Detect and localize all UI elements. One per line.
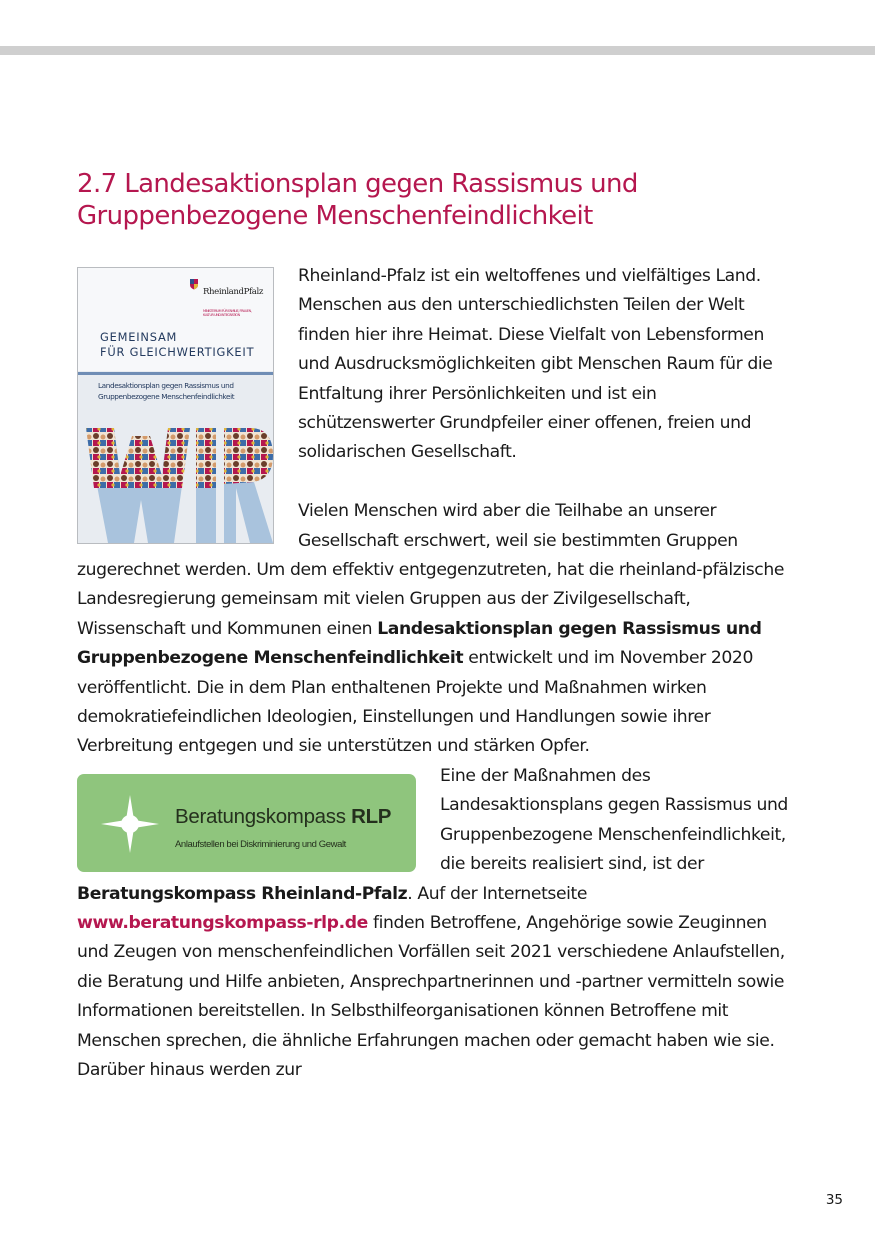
banner-subtitle: Anlaufstellen bei Diskriminierung und Gewalt [175, 838, 346, 850]
header-bar [0, 46, 875, 55]
sparkle-star-icon [99, 793, 161, 855]
brochure-cover-image [77, 267, 274, 544]
beratungskompass-banner [77, 774, 416, 872]
cover-subtitle-line: Landesaktionsplan gegen Rassismus und [98, 381, 234, 390]
paragraph-text: Vielen Menschen wird aber die Teilhabe an unserer Gesellschaft erschwert, weil sie bestimmten Gruppen zugerechnet werden. Um dem effektiv entgegenzutreten, hat die rheinland-pfälzische Landesregierung gemeinsam mit vielen Gruppen aus der Zivilgesellschaft, Wissenschaft und Kommunen einen [77, 501, 785, 639]
cover-title [100, 330, 254, 360]
paragraph-text: . Auf der Internetseite [407, 883, 588, 904]
banner-title-bold: RLP [351, 804, 392, 828]
bold-term-action-plan: Landesaktionsplan gegen Rassismus und Gruppenbezogene Menschenfeindlichkeit [77, 618, 762, 669]
paragraph-text: Eine der Maßnahmen des Landesaktionsplans gegen Rassismus und Gruppenbezogene Menschenfeindlichkeit, die bereits realisiert sind, ist der [440, 765, 788, 875]
banner-title-text: Beratungskompass [175, 804, 352, 828]
banner-title [175, 802, 391, 831]
logo-wordmark: RheinlandPfalz [202, 287, 263, 297]
bold-term-beratungskompass: Beratungskompass Rheinland-Pfalz [77, 883, 408, 904]
logo-subline: MINISTERIUM FÜR FAMILIE, FRAUEN, KULTUR UND INTEGRATION [202, 309, 252, 318]
paragraph-intro: Rheinland-Pfalz ist ein weltoffenes und vielfältiges Land. Menschen aus den unterschiedlichsten Teilen der Welt finden hier ihre Heimat. Diese Vielfalt von Lebensformen und Ausdrucksmöglichkeiten gibt Menschen Raum für die Entfaltung ihrer Persönlichkeiten und ist ein schützenswerter Grundpfeiler einer offenen, freien und solidarischen Gesellschaft. [298, 266, 773, 463]
cover-divider [78, 372, 273, 375]
section-heading: 2.7 Landesaktionsplan gegen Rassismus und Gruppenbezogene Menschenfeindlichkeit [77, 169, 638, 231]
article-body [77, 262, 797, 1085]
cover-title-line: GEMEINSAM [100, 330, 178, 344]
cover-title-line: FÜR GLEICHWERTIGKEIT [100, 345, 255, 359]
cover-subtitle-line: Gruppenbezogene Menschenfeindlichkeit [98, 392, 235, 401]
crest-icon [189, 278, 199, 290]
cover-subtitle [98, 380, 268, 402]
website-link[interactable]: www.beratungskompass-rlp.de [77, 912, 368, 933]
paragraph-text: finden Betroffene, Angehörige sowie Zeuginnen und Zeugen von menschenfeindlichen Vorfällen seit 2021 verschiedene Anlaufstellen, die Beratung und Hilfe anbieten, Ansprechpartnerinnen und -partner vermitteln sowie Informationen bereitstellen. In Selbsthilfeorganisationen können Betroffene mit Menschen sprechen, die ähnliche Erfahrungen machen oder gemacht haben wie sie. Darüber hinaus werden zur [77, 912, 785, 1080]
cover-logo [189, 278, 263, 317]
page-number: 35 [825, 1192, 843, 1208]
paragraph-text: entwickelt und im November 2020 veröffentlicht. Die in dem Plan enthaltenen Projekte und Maßnahmen wirken demokratiefeindlichen Ideologien, Einstellungen und Handlungen sowie ihrer Verbreitung entgegen und sie unterstützen und stärken Opfer. [77, 648, 753, 757]
cover-wir-artwork [78, 418, 273, 543]
